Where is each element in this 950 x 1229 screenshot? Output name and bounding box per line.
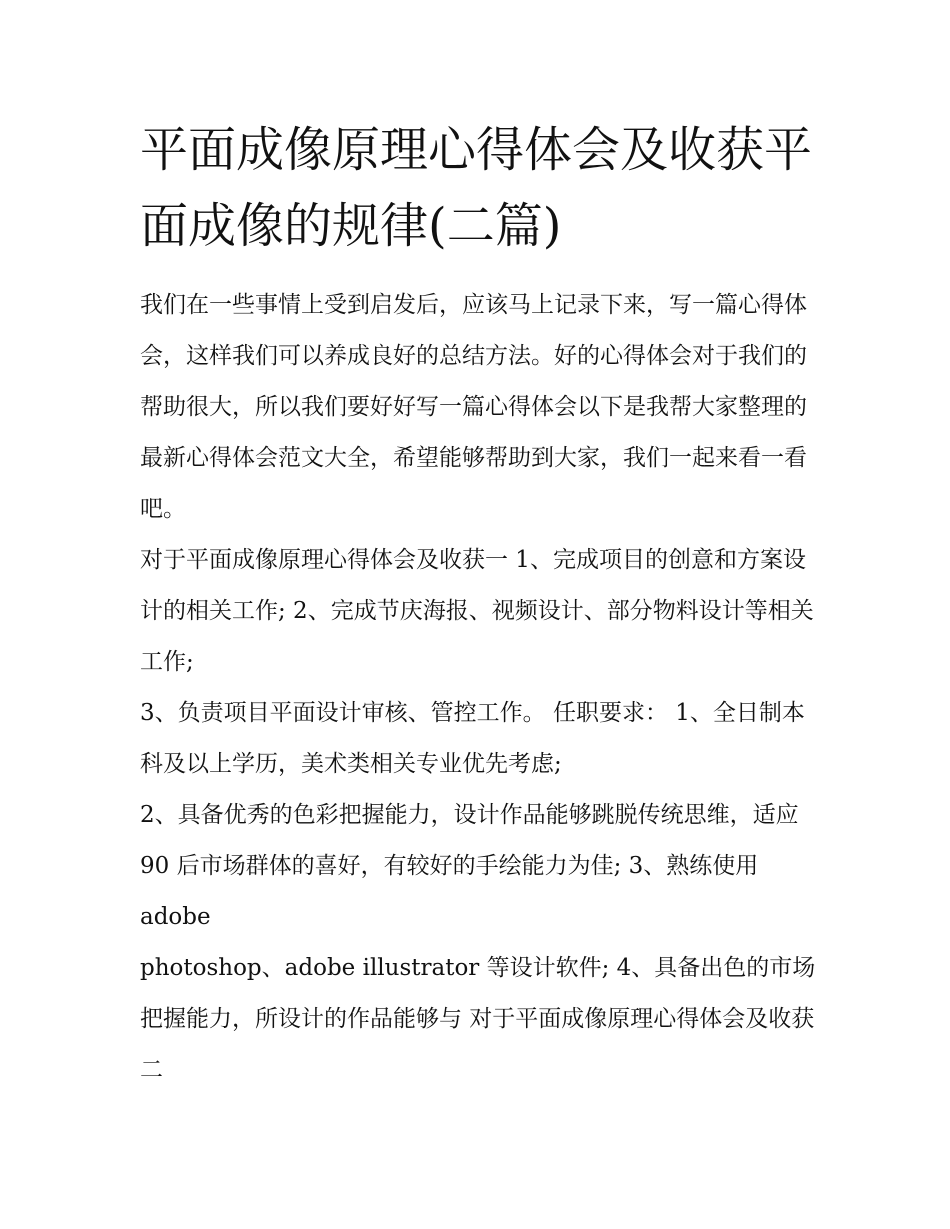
paragraph-skills: 2、具备优秀的色彩把握能力，设计作品能够跳脱传统思维，适应 90 后市场群体的喜好，有较好的手绘能力为佳; 3、熟练使用 adobe [140, 802, 799, 930]
paragraph-intro: 我们在一些事情上受到启发后，应该马上记录下来，写一篇心得体会，这样我们可以养成良好的总结方法。好的心得体会对于我们的帮助很大，所以我们要好好写一篇心得体会以下是我帮大家整理的最新心得体会范文大全，希望能够帮助到大家，我们一起来看一看吧。 [140, 292, 807, 522]
document-title: 平面成像原理心得体会及收获平面成像的规律(二篇) [140, 122, 813, 254]
paragraph-section-one: 对于平面成像原理心得体会及收获一 1、完成项目的创意和方案设计的相关工作; 2、完成节庆海报、视频设计、部分物料设计等相关工作; [140, 547, 814, 675]
document-body [140, 280, 820, 1096]
paragraph-software: photoshop、adobe illustrator 等设计软件; 4、具备出色的市场把握能力，所设计的作品能够与 对于平面成像原理心得体会及收获二 [140, 955, 816, 1083]
paragraph-requirements: 3、负责项目平面设计审核、管控工作。 任职要求： 1、全日制本科及以上学历，美术类相关专业优先考虑; [140, 700, 805, 777]
